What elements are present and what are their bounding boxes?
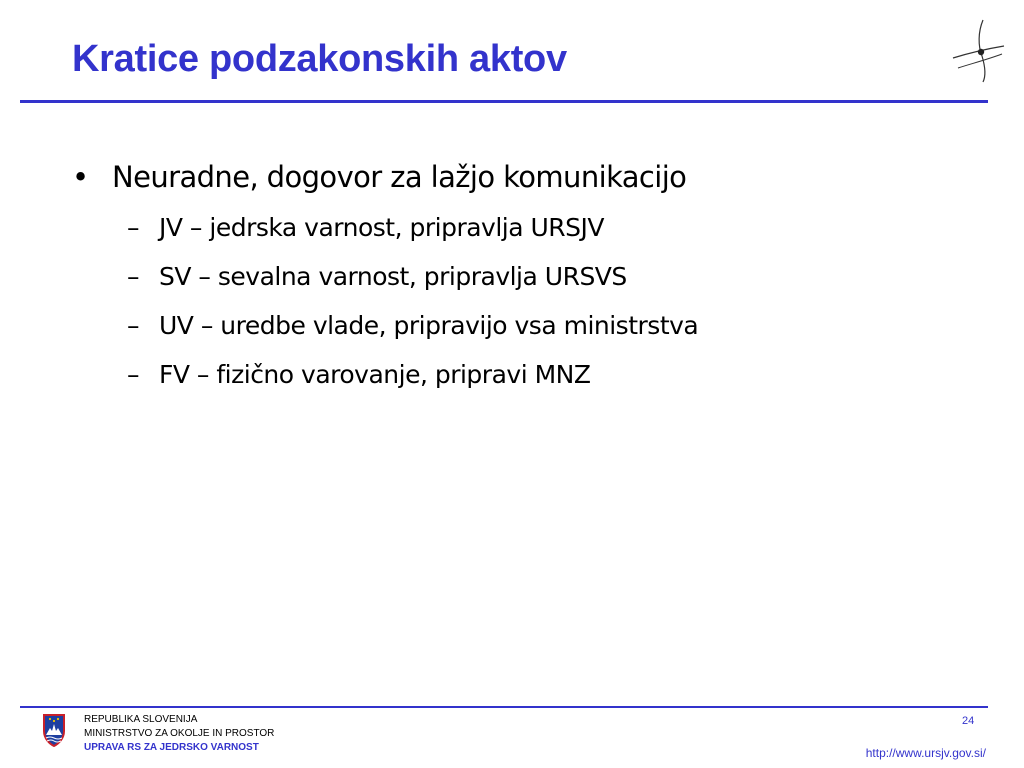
slovenia-coat-of-arms-icon	[42, 713, 66, 747]
sub-item-text: JV – jedrska varnost, pripravlja URSJV	[159, 213, 605, 242]
footer-republic: REPUBLIKA SLOVENIJA	[84, 714, 198, 725]
atom-logo-icon	[950, 18, 1006, 84]
page-number: 24	[962, 715, 975, 727]
sub-item-text: UV – uredbe vlade, pripravijo vsa ministrstva	[159, 311, 699, 340]
sub-item	[127, 311, 698, 340]
sub-item	[127, 262, 627, 291]
dash-marker: –	[127, 213, 139, 242]
slide-title: Kratice podzakonskih aktov	[72, 38, 567, 80]
title-rule	[20, 100, 988, 103]
bullet-item	[72, 160, 686, 194]
footer-agency: UPRAVA RS ZA JEDRSKO VARNOST	[84, 742, 259, 753]
dash-marker: –	[127, 262, 139, 291]
sub-item	[127, 213, 604, 242]
dash-marker: –	[127, 360, 139, 389]
website-link[interactable]: http://www.ursjv.gov.si/	[865, 746, 986, 760]
bullet-text: Neuradne, dogovor za lažjo komunikacijo	[112, 160, 687, 194]
sub-item-text: FV – fizično varovanje, pripravi MNZ	[159, 360, 591, 389]
sub-item-text: SV – sevalna varnost, pripravlja URSVS	[159, 262, 627, 291]
footer-ministry: MINISTRSTVO ZA OKOLJE IN PROSTOR	[84, 728, 275, 739]
dash-marker: –	[127, 311, 139, 340]
footer-rule	[20, 706, 988, 708]
bullet-marker: •	[72, 160, 89, 194]
sub-item	[127, 360, 591, 389]
